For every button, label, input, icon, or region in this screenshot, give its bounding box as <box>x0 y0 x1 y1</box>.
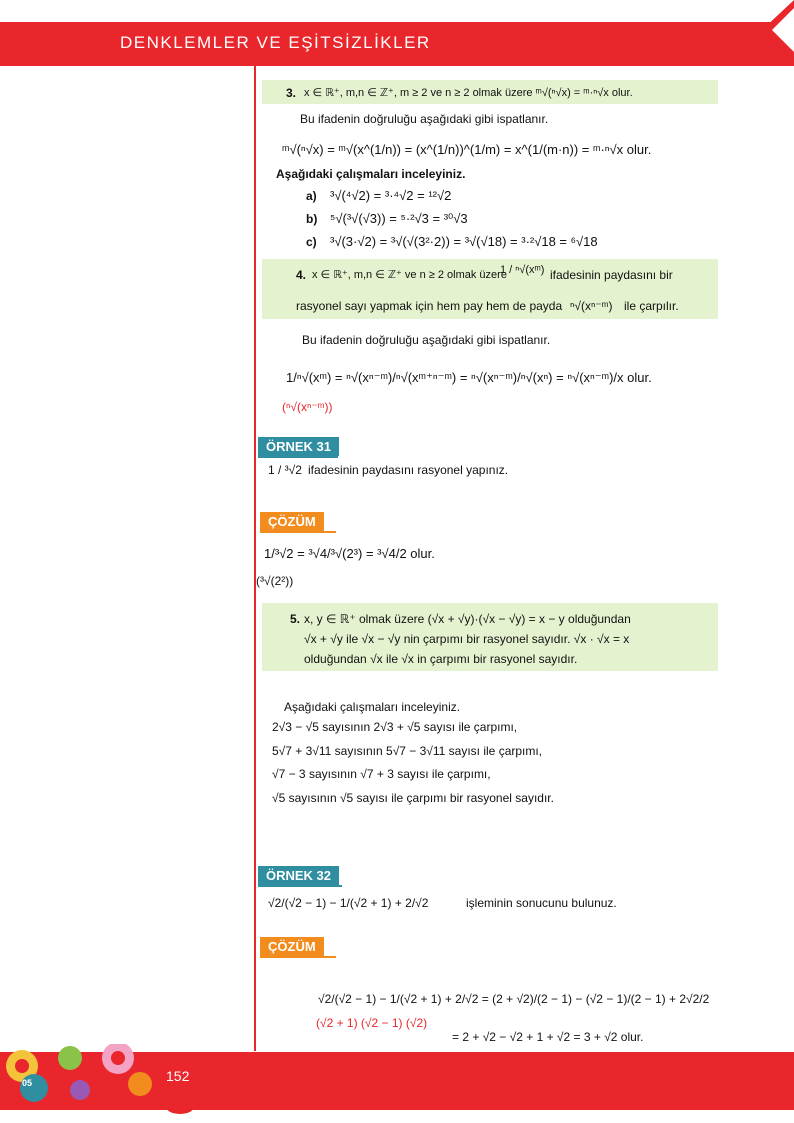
rule5-line1: x, y ∈ ℝ⁺ olmak üzere (√x + √y)·(√x − √y) = x − y olduğundan <box>304 612 631 626</box>
rule4-proof: 1/ⁿ√(xᵐ) = ⁿ√(xⁿ⁻ᵐ)/ⁿ√(xᵐ⁺ⁿ⁻ᵐ) = ⁿ√(xⁿ⁻ᵐ)/ⁿ√(xⁿ) = ⁿ√(xⁿ⁻ᵐ)/x olur. <box>286 370 652 385</box>
ornek31-text: ifadesinin paydasını rasyonel yapınız. <box>308 463 509 477</box>
ornek31-note: (³√(2²)) <box>256 574 294 588</box>
ornek32-expr: √2/(√2 − 1) − 1/(√2 + 1) + 2/√2 <box>268 896 429 910</box>
example-b-label: b) <box>306 212 318 226</box>
ornek32-text: işleminin sonucunu bulunuz. <box>466 896 617 910</box>
ornek32-red-multipliers: (√2 + 1) (√2 − 1) (√2) <box>316 1016 428 1030</box>
examples2-heading: Aşağıdaki çalışmaları inceleyiniz. <box>284 700 461 714</box>
page-number: 152 <box>166 1068 190 1084</box>
rule4-line1-a: x ∈ ℝ⁺, m,n ∈ ℤ⁺ ve n ≥ 2 olmak üzere <box>312 269 507 281</box>
rule5-line2: √x + √y ile √x − √y nin çarpımı bir rasyonel sayıdır. √x · √x = x <box>304 632 630 646</box>
rule3-statement: x ∈ ℝ⁺, m,n ∈ ℤ⁺, m ≥ 2 ve n ≥ 2 olmak üzere ᵐ√(ⁿ√x) = ᵐ·ⁿ√x olur. <box>304 87 633 99</box>
examples1-heading: Aşağıdaki çalışmaları inceleyiniz. <box>276 167 466 181</box>
header-corner-tab <box>754 0 794 70</box>
ornek32-solution-line1: √2/(√2 − 1) − 1/(√2 + 1) + 2/√2 = (2 + √2)/(2 − 1) − (√2 − 1)/(2 − 1) + 2√2/2 <box>318 992 710 1006</box>
gear-badge-number: 05 <box>22 1078 33 1088</box>
chapter-title: DENKLEMLER VE EŞİTSİZLİKLER <box>120 33 431 52</box>
rule5-number: 5. <box>290 612 301 626</box>
ornek32-solution-underline <box>260 956 336 958</box>
rule4-number: 4. <box>296 268 307 282</box>
ornek31-solution: 1/³√2 = ³√4/³√(2³) = ³√4/2 olur. <box>264 546 435 561</box>
ornek31-label: ÖRNEK 31 <box>258 437 339 456</box>
rule3-number: 3. <box>286 86 297 100</box>
rule4-line1-b: ifadesinin paydasını bir <box>550 268 673 282</box>
example-a-label: a) <box>306 189 317 203</box>
rule4-proof-intro: Bu ifadenin doğruluğu aşağıdaki gibi ispatlanır. <box>302 333 551 347</box>
ornek32-solution-line2: = 2 + √2 − √2 + 1 + √2 = 3 + √2 olur. <box>452 1030 644 1044</box>
example-c-expr: ³√(3·√2) = ³√(√(3²·2)) = ³√(√18) = ³·²√18 = ⁶√18 <box>330 234 598 249</box>
example-a-expr: ³√(⁴√2) = ³·⁴√2 = ¹²√2 <box>330 188 452 203</box>
rule4-multiplier: ⁿ√(xⁿ⁻ᵐ) <box>570 299 613 313</box>
ornek31-fraction: 1 / ³√2 <box>268 463 302 477</box>
ornek32-label: ÖRNEK 32 <box>258 866 339 885</box>
rule4-red-note: (ⁿ√(xⁿ⁻ᵐ)) <box>282 400 333 414</box>
examples2-item-4: √5 sayısının √5 sayısı ile çarpımı bir rasyonel sayıdır. <box>272 791 554 805</box>
ornek32-underline <box>258 885 342 887</box>
example-b-expr: ⁵√(³√(√3)) = ⁵·²√3 = ³⁰√3 <box>330 211 468 226</box>
rule3-proof: ᵐ√(ⁿ√x) = ᵐ√(x^(1/n)) = (x^(1/n))^(1/m) = x^(1/(m·n)) = ᵐ·ⁿ√x olur. <box>282 142 652 157</box>
gear-decoration <box>0 1044 170 1110</box>
rule4-line2-b: ile çarpılır. <box>624 299 679 313</box>
ornek32-solution-label: ÇÖZÜM <box>260 937 324 956</box>
rule5-line3: olduğundan √x ile √x in çarpımı bir rasyonel sayıdır. <box>304 652 578 666</box>
examples2-item-1: 2√3 − √5 sayısının 2√3 + √5 sayısı ile çarpımı, <box>272 720 518 734</box>
ornek31-underline <box>258 456 338 458</box>
examples2-item-3: √7 − 3 sayısının √7 + 3 sayısı ile çarpımı, <box>272 767 491 781</box>
rule4-line2-a: rasyonel sayı yapmak için hem pay hem de payda <box>296 299 563 313</box>
rule4-fraction: 1 / ⁿ√(xᵐ) <box>500 264 545 276</box>
rule3-proof-intro: Bu ifadenin doğruluğu aşağıdaki gibi ispatlanır. <box>300 112 549 126</box>
margin-rule <box>254 66 256 1051</box>
ornek31-solution-underline <box>260 531 336 533</box>
example-c-label: c) <box>306 235 317 249</box>
ornek31-solution-label: ÇÖZÜM <box>260 512 324 531</box>
examples2-item-2: 5√7 + 3√11 sayısının 5√7 − 3√11 sayısı ile çarpımı, <box>272 744 543 758</box>
